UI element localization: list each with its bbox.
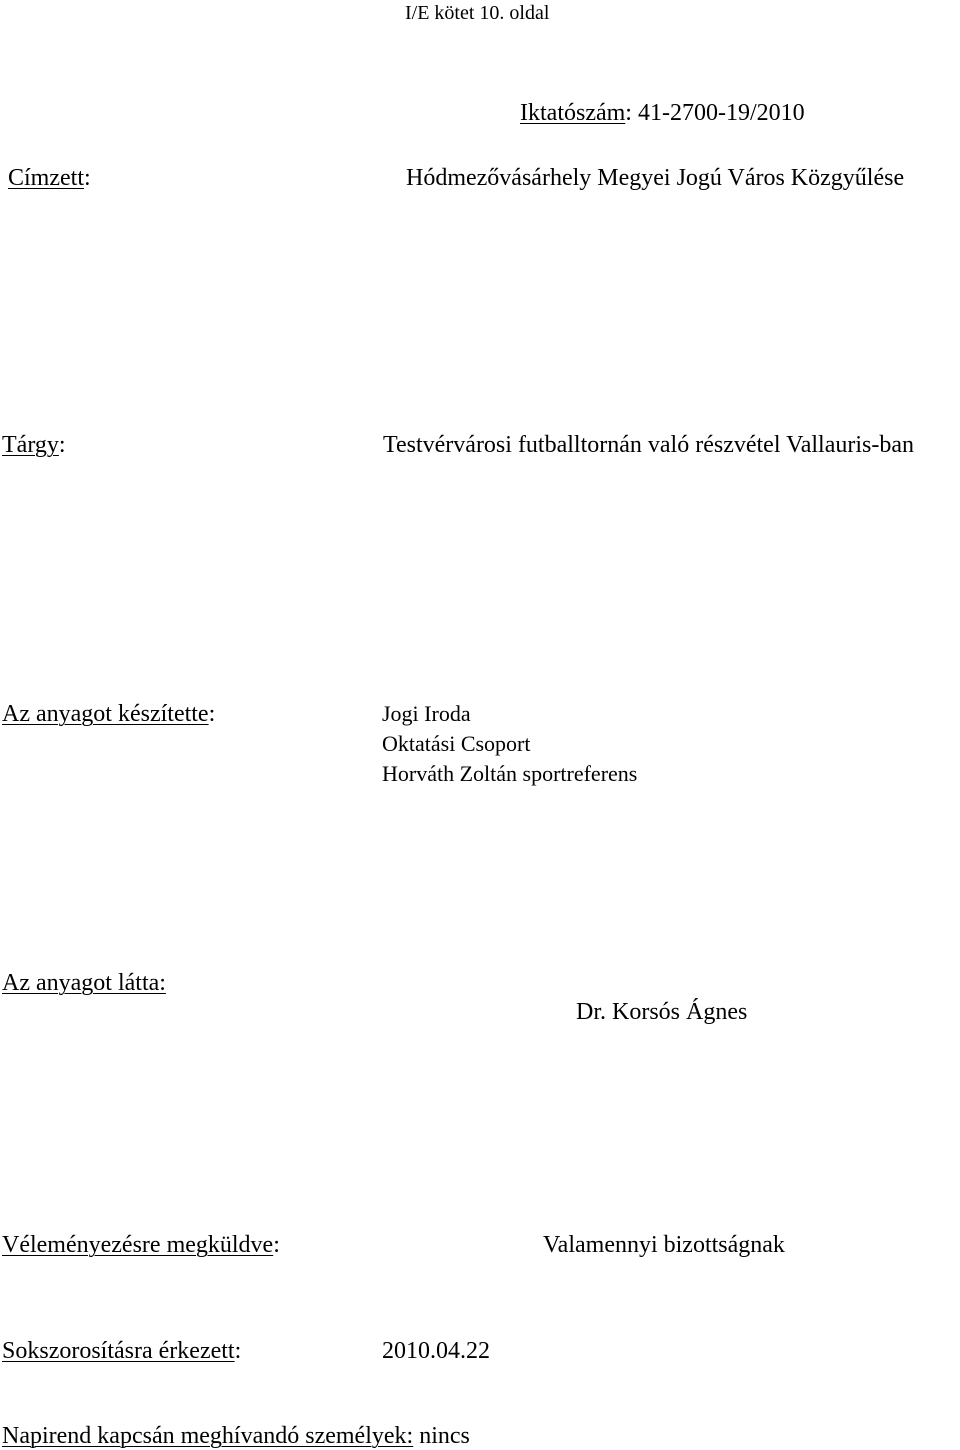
page-reference: I/E kötet 10. oldal — [405, 2, 550, 24]
invitees-label: Napirend kapcsán meghívandó személyek: — [2, 1423, 414, 1449]
copy-received-label-row — [2, 1339, 241, 1363]
copy-received-label: Sokszorosításra érkezett — [2, 1338, 235, 1364]
prepared-by-label: Az anyagot készítette — [2, 701, 209, 727]
subject-label-row — [2, 433, 66, 457]
reference-label: Iktatószám — [520, 100, 626, 126]
copy-received-separator: : — [234, 1338, 242, 1364]
addressee-separator: : — [83, 165, 91, 191]
addressee-value: Hódmezővásárhely Megyei Jogú Város Közgyűlése — [406, 165, 905, 191]
prepared-by-line: Oktatási Csoport — [382, 731, 531, 756]
invitees-value: nincs — [413, 1423, 470, 1449]
sent-for-opinion-separator: : — [273, 1232, 280, 1258]
reviewed-by-label: Az anyagot látta: — [2, 970, 166, 996]
reference-value: 41-2700-19/2010 — [631, 100, 805, 126]
subject-value: Testvérvárosi futballtornán való részvétel Vallauris-ban — [383, 432, 915, 458]
sent-for-opinion-label: Véleményezésre megküldve — [2, 1232, 274, 1258]
subject-label: Tárgy — [2, 432, 59, 458]
prepared-by-separator: : — [208, 701, 216, 727]
addressee-label-row — [8, 166, 91, 190]
sent-for-opinion-value: Valamennyi bizottságnak — [543, 1232, 785, 1258]
prepared-by-line: Horváth Zoltán sportreferens — [382, 761, 638, 786]
reference-separator: : — [625, 100, 632, 126]
invitees-row — [2, 1424, 470, 1448]
addressee-label: Címzett — [8, 165, 84, 191]
sent-for-opinion-label-row — [2, 1233, 280, 1257]
subject-separator: : — [58, 432, 66, 458]
reviewed-by-value: Dr. Korsós Ágnes — [576, 999, 748, 1025]
prepared-by-label-row — [2, 702, 215, 726]
copy-received-value: 2010.04.22 — [382, 1338, 490, 1364]
reference-number-row — [520, 101, 805, 125]
prepared-by-line: Jogi Iroda — [382, 701, 471, 726]
